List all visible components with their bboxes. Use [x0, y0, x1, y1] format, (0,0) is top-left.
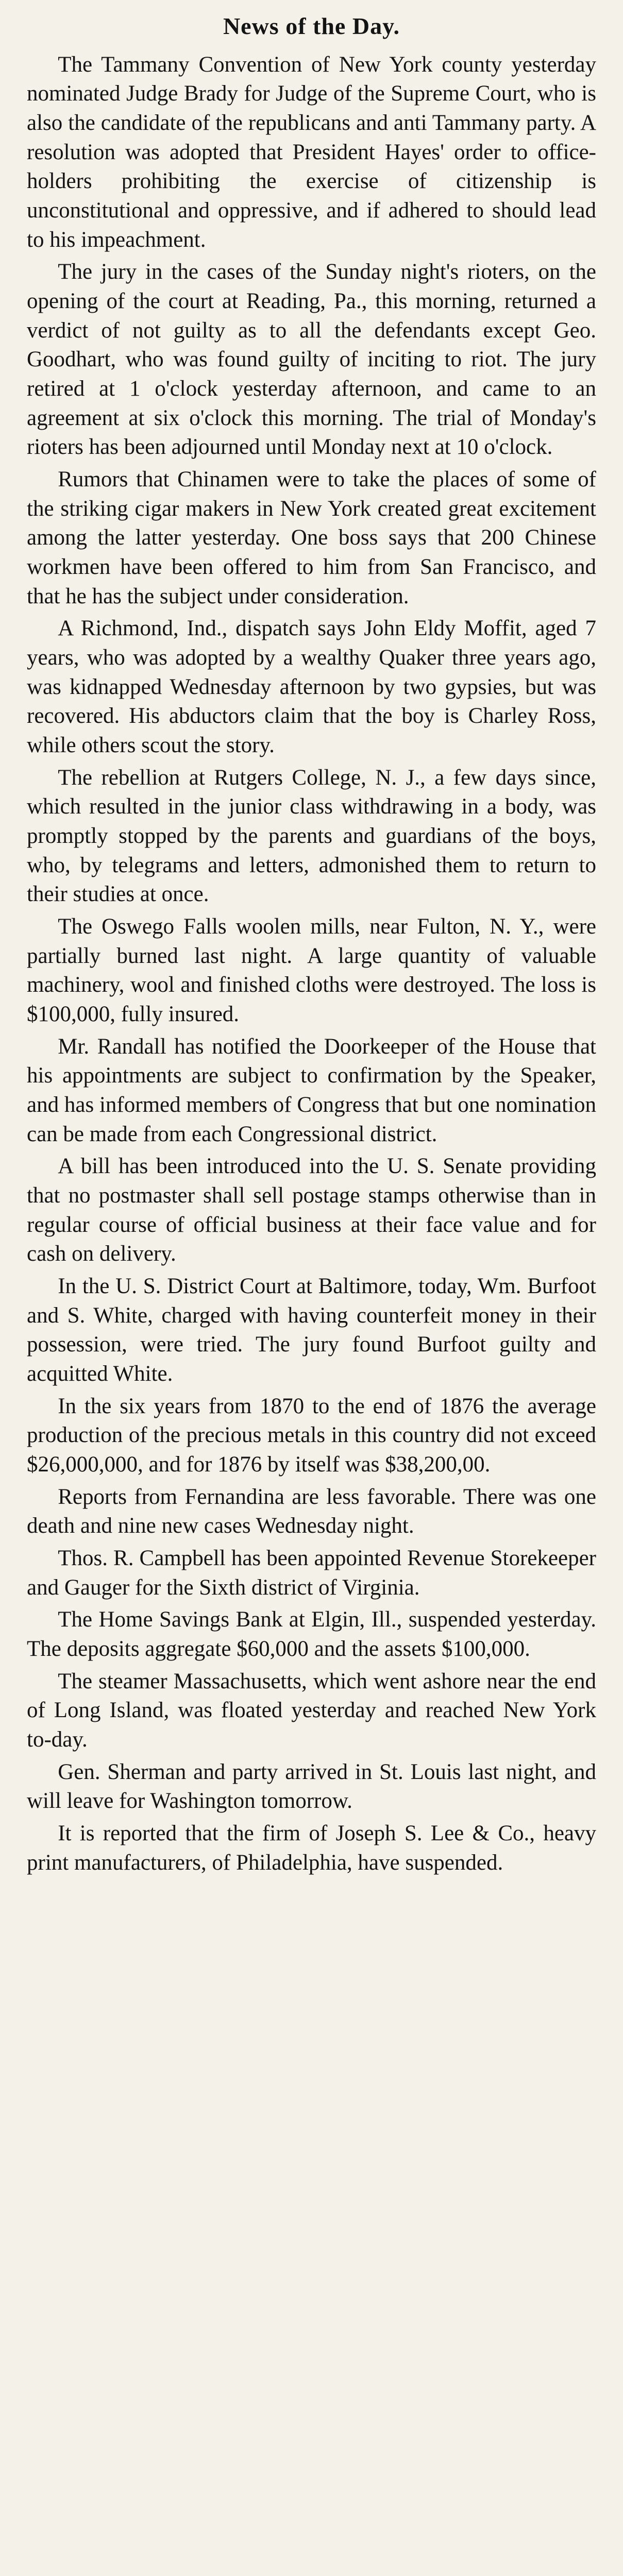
news-item-postage-bill: A bill has been introduced into the U. S. Senate providing that no postmaster shall sell postage stamps otherwise than in regular course of official business at their face value and for cash on delivery.	[27, 1154, 596, 1266]
news-item-kidnapping: A Richmond, Ind., dispatch says John Eldy Moffit, aged 7 years, who was adopted by a wealthy Quaker three years ago, was kidnapped Wednesday afternoon by two gypsies, but was recovered. His abductors claim that the boy is Charley Ross, while others scout the story.	[27, 616, 596, 757]
news-item-baltimore-court: In the U. S. District Court at Baltimore, today, Wm. Burfoot and S. White, charged with having counterfeit money in their possession, were tried. The jury found Burfoot guilty and acquitted White.	[27, 1274, 596, 1386]
news-item-precious-metals: In the six years from 1870 to the end of 1876 the average production of the precious metals in this country did not exceed $26,000,000, and for 1876 by itself was $38,200,00.	[27, 1394, 596, 1477]
news-item-elgin-bank: The Home Savings Bank at Elgin, Ill., suspended yesterday. The deposits aggregate $60,000 and the assets $100,000.	[27, 1607, 596, 1662]
news-item-campbell: Thos. R. Campbell has been appointed Revenue Storekeeper and Gauger for the Sixth district of Virginia.	[27, 1546, 596, 1600]
headline: News of the Day.	[223, 13, 400, 39]
news-item-steamer: The steamer Massachusetts, which went ashore near the end of Long Island, was floated yesterday and reached New York to-day.	[27, 1669, 596, 1752]
news-item-rutgers: The rebellion at Rutgers College, N. J., a few days since, which resulted in the junior class withdrawing in a body, was promptly stopped by the parents and guardians of the boys, who, by telegrams and letters, admonished them to return to their studies at once.	[27, 765, 596, 907]
news-item-chinese-workers: Rumors that Chinamen were to take the places of some of the striking cigar makers in New York created great excitement among the latter yesterday. One boss says that 200 Chinese workmen have been offered to him from San Francisco, and that he has the subject under consideration.	[27, 467, 596, 608]
news-item-sherman: Gen. Sherman and party arrived in St. Louis last night, and will leave for Washington tomorrow.	[27, 1759, 596, 1814]
news-item-fernandina: Reports from Fernandina are less favorable. There was one death and nine new cases Wednesday night.	[27, 1484, 596, 1538]
news-item-tammany: The Tammany Convention of New York county yesterday nominated Judge Brady for Judge of the Supreme Court, who is also the candidate of the republicans and anti Tammany party. A resolution was adopted that President Hayes' order to office-holders prohibiting the exercise of citizenship is unconstitutional and oppressive, and if adhered to should lead to his impeachment.	[27, 52, 596, 252]
news-item-lee-firm: It is reported that the firm of Joseph S. Lee & Co., heavy print manufacturers, of Philadelphia, have suspended.	[27, 1821, 596, 1875]
news-item-oswego-mills: The Oswego Falls woolen mills, near Fulton, N. Y., were partially burned last night. A large quantity of valuable machinery, wool and finished cloths were destroyed. The loss is $100,000, fully insured.	[27, 914, 596, 1026]
news-item-reading-riot-verdict: The jury in the cases of the Sunday night's rioters, on the opening of the court at Reading, Pa., this morning, returned a verdict of not guilty as to all the defendants except Geo. Goodhart, who was found guilty of inciting to riot. The jury retired at 1 o'clock yesterday afternoon, and came to an agreement at six o'clock this morning. The trial of Monday's rioters has been adjourned until Monday next at 10 o'clock.	[27, 260, 596, 460]
news-item-randall: Mr. Randall has notified the Doorkeeper of the House that his appointments are subject to confirmation by the Speaker, and has informed members of Congress that but one nomination can be made from each Congressional district.	[27, 1034, 596, 1146]
